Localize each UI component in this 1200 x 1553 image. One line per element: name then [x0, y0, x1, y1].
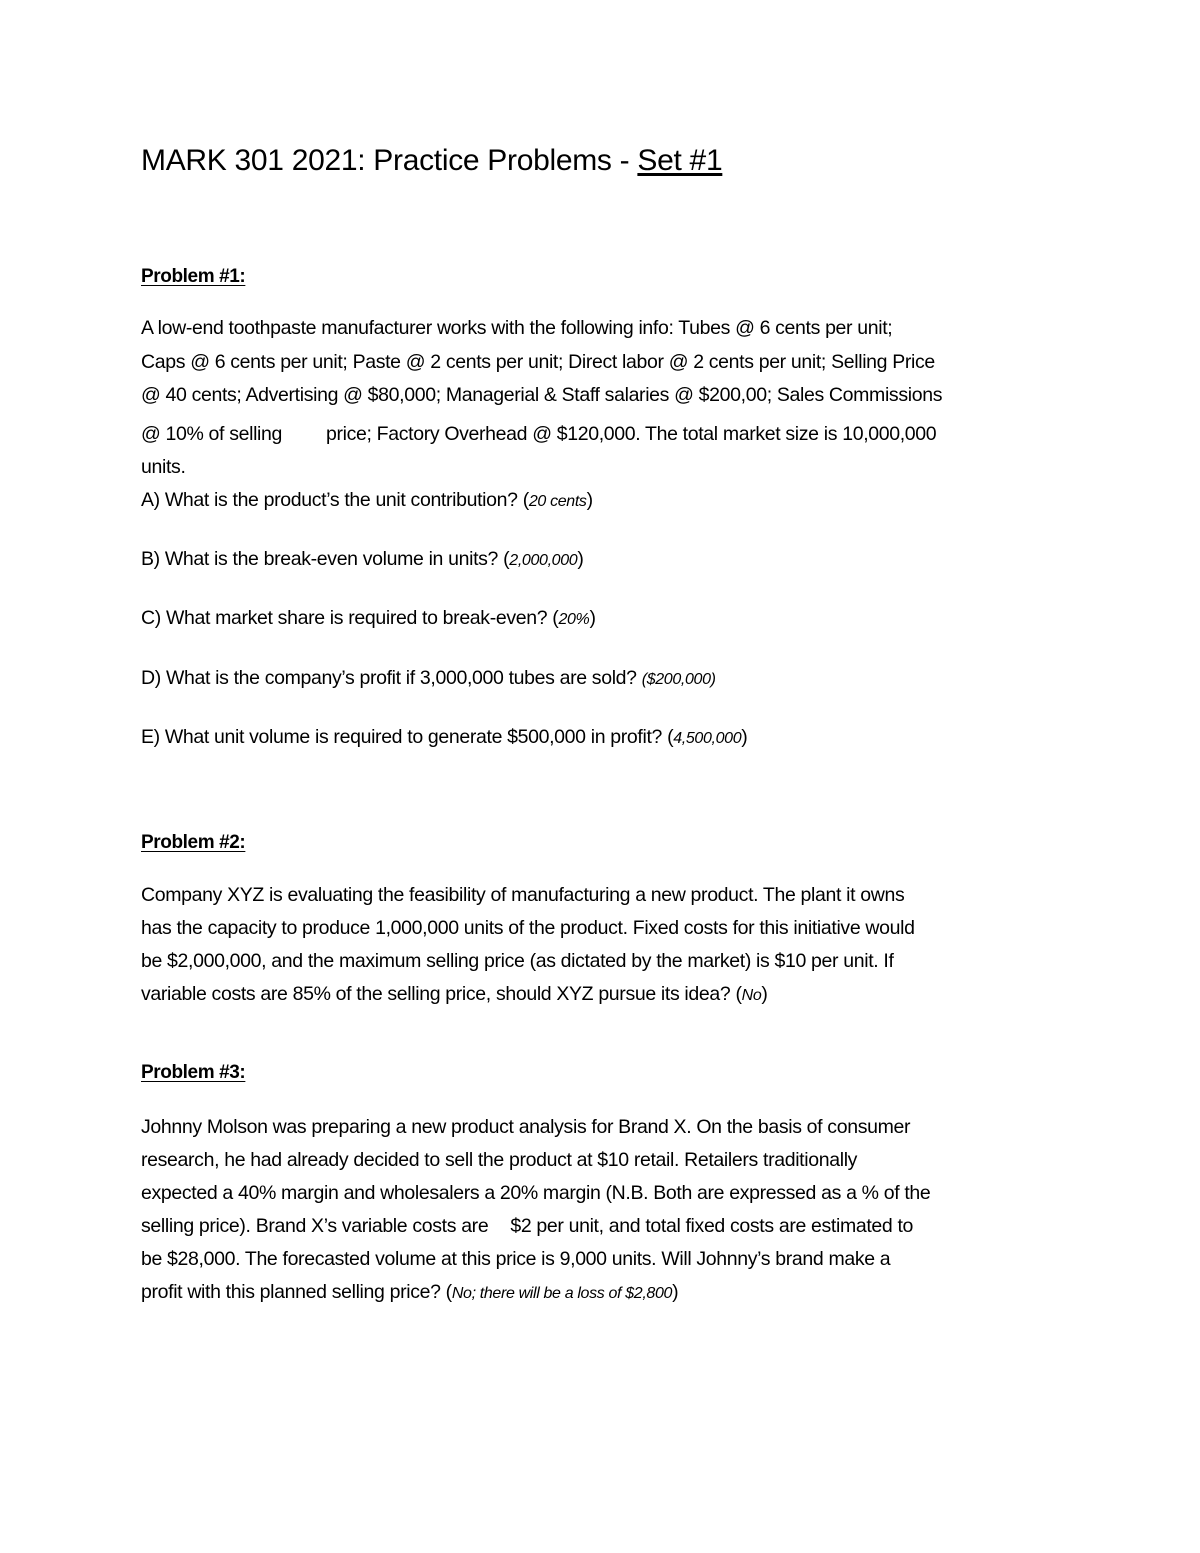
problem-1-line: Caps @ 6 cents per unit; Paste @ 2 cents per unit; Direct labor @ 2 cents per unit; Selling Price [141, 351, 935, 373]
question-a [141, 489, 593, 512]
question-d [141, 667, 716, 690]
title-set: Set #1 [637, 144, 723, 177]
question-answer: ($200,000) [641, 671, 716, 688]
problem-3-line-part: $2 per unit, and total fixed costs are estimated to [510, 1215, 914, 1237]
problem-3-line: expected a 40% margin and wholesalers a 20% margin (N.B. Both are expressed as a % of the [141, 1182, 931, 1204]
problem-3-close: ) [672, 1281, 679, 1303]
problem-1-line-part: @ 10% of selling [141, 423, 283, 445]
problem-3-line [141, 1281, 678, 1304]
question-text: E) What unit volume is required to generate $500,000 in profit? ( [141, 726, 674, 748]
problem-1-heading: Problem #1: [141, 266, 246, 287]
question-answer: 2,000,000 [509, 552, 578, 569]
problem-3-answer: No; there will be a loss of $2,800 [451, 1285, 673, 1302]
problem-1-line [141, 423, 936, 446]
problem-1-line: @ 40 cents; Advertising @ $80,000; Managerial & Staff salaries @ $200,00; Sales Commissions [141, 384, 943, 406]
problem-3-line-part: selling price). Brand X’s variable costs are [141, 1215, 489, 1237]
question-close: ) [589, 607, 596, 629]
problem-3-line-part: profit with this planned selling price? ( [141, 1281, 452, 1303]
problem-3-line: research, he had already decided to sell the product at $10 retail. Retailers traditionally [141, 1149, 858, 1171]
page-title [141, 144, 722, 178]
question-close: ) [577, 548, 584, 570]
title-main: MARK 301 2021: Practice Problems - [141, 144, 638, 177]
problem-2-heading: Problem #2: [141, 832, 246, 853]
problem-2-line [141, 983, 768, 1006]
question-answer: 20 cents [528, 493, 587, 510]
problem-2-close: ) [761, 983, 768, 1005]
question-answer: 4,500,000 [673, 730, 742, 747]
problem-2-line: Company XYZ is evaluating the feasibility of manufacturing a new product. The plant it owns [141, 884, 905, 906]
problem-2-line-part: variable costs are 85% of the selling price, should XYZ pursue its idea? ( [141, 983, 742, 1005]
problem-2-answer: No [741, 987, 762, 1004]
problem-3-line [141, 1215, 913, 1238]
question-text: B) What is the break-even volume in units? ( [141, 548, 510, 570]
question-close: ) [586, 489, 593, 511]
problem-1-line-part: price; Factory Overhead @ $120,000. The total market size is 10,000,000 [326, 423, 937, 445]
problem-1-line: A low-end toothpaste manufacturer works with the following info: Tubes @ 6 cents per unit; [141, 317, 893, 339]
problem-1-line: units. [141, 456, 186, 478]
question-text: A) What is the product’s the unit contribution? ( [141, 489, 529, 511]
question-c [141, 607, 596, 630]
problem-3-heading: Problem #3: [141, 1062, 246, 1083]
question-answer: 20% [558, 611, 590, 628]
problem-2-line: has the capacity to produce 1,000,000 units of the product. Fixed costs for this initiative would [141, 917, 915, 939]
question-text: C) What market share is required to break-even? ( [141, 607, 559, 629]
question-close: ) [741, 726, 748, 748]
question-b [141, 548, 583, 571]
problem-3-line: Johnny Molson was preparing a new product analysis for Brand X. On the basis of consumer [141, 1116, 911, 1138]
problem-2-line: be $2,000,000, and the maximum selling price (as dictated by the market) is $10 per unit. If [141, 950, 894, 972]
question-e [141, 726, 747, 749]
problem-3-line: be $28,000. The forecasted volume at this price is 9,000 units. Will Johnny’s brand make a [141, 1248, 891, 1270]
question-text: D) What is the company’s profit if 3,000,000 tubes are sold? [141, 667, 642, 689]
